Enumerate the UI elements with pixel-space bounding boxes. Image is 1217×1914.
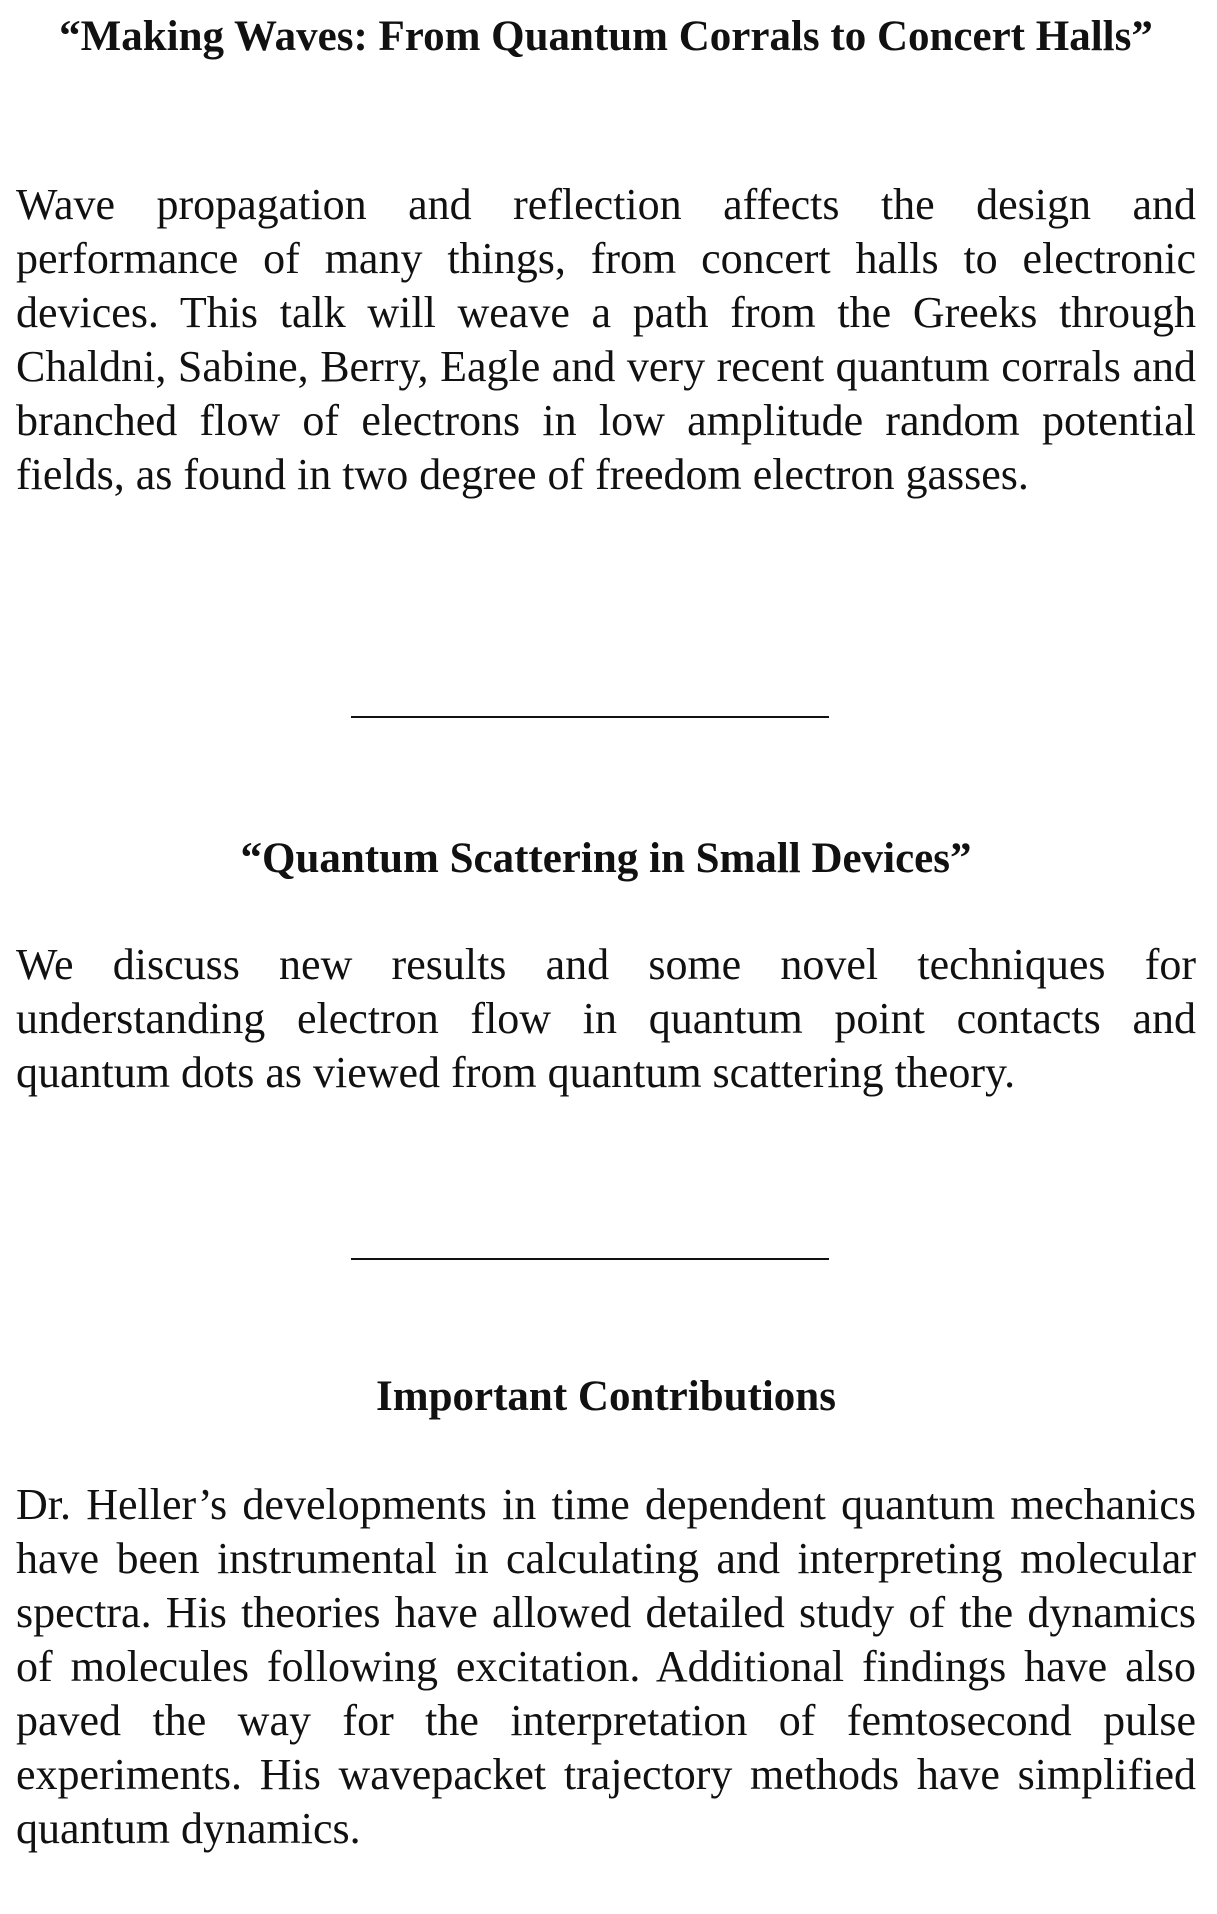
contributions-paragraph: Dr. Heller’s developments in time dependent quantum mechanics have been instrumental in calculating and interpreting molecular spectra. His theories have allowed detailed study of the dynamics of molecules following excitation. Additional findings have also paved the way for the interpretation of femtosecond pulse experiments. His wavepacket trajectory methods have simplified quantum dynamics.: [16, 1480, 1196, 1853]
section-divider: [351, 716, 829, 718]
talk-title-quantum-scattering: “Quantum Scattering in Small Devices”: [240, 835, 972, 882]
talk-abstract-quantum-scattering: We discuss new results and some novel techniques for understanding electron flow in quantum point contacts and quantum dots as viewed from quantum scattering theory.: [16, 940, 1196, 1097]
section-divider: [351, 1258, 829, 1260]
talk-abstract-making-waves: Wave propagation and reflection affects the design and performance of many things, from concert halls to electronic devices. This talk will weave a path from the Greeks through Chaldni, Sabine, Berry, Eagle and very recent quantum corrals and branched flow of electrons in low amplitude random potential fields, as found in two degree of freedom electron gasses.: [16, 180, 1196, 499]
talk-title-making-waves: “Making Waves: From Quantum Corrals to Concert Halls”: [59, 13, 1153, 60]
contributions-heading: Important Contributions: [376, 1373, 836, 1420]
